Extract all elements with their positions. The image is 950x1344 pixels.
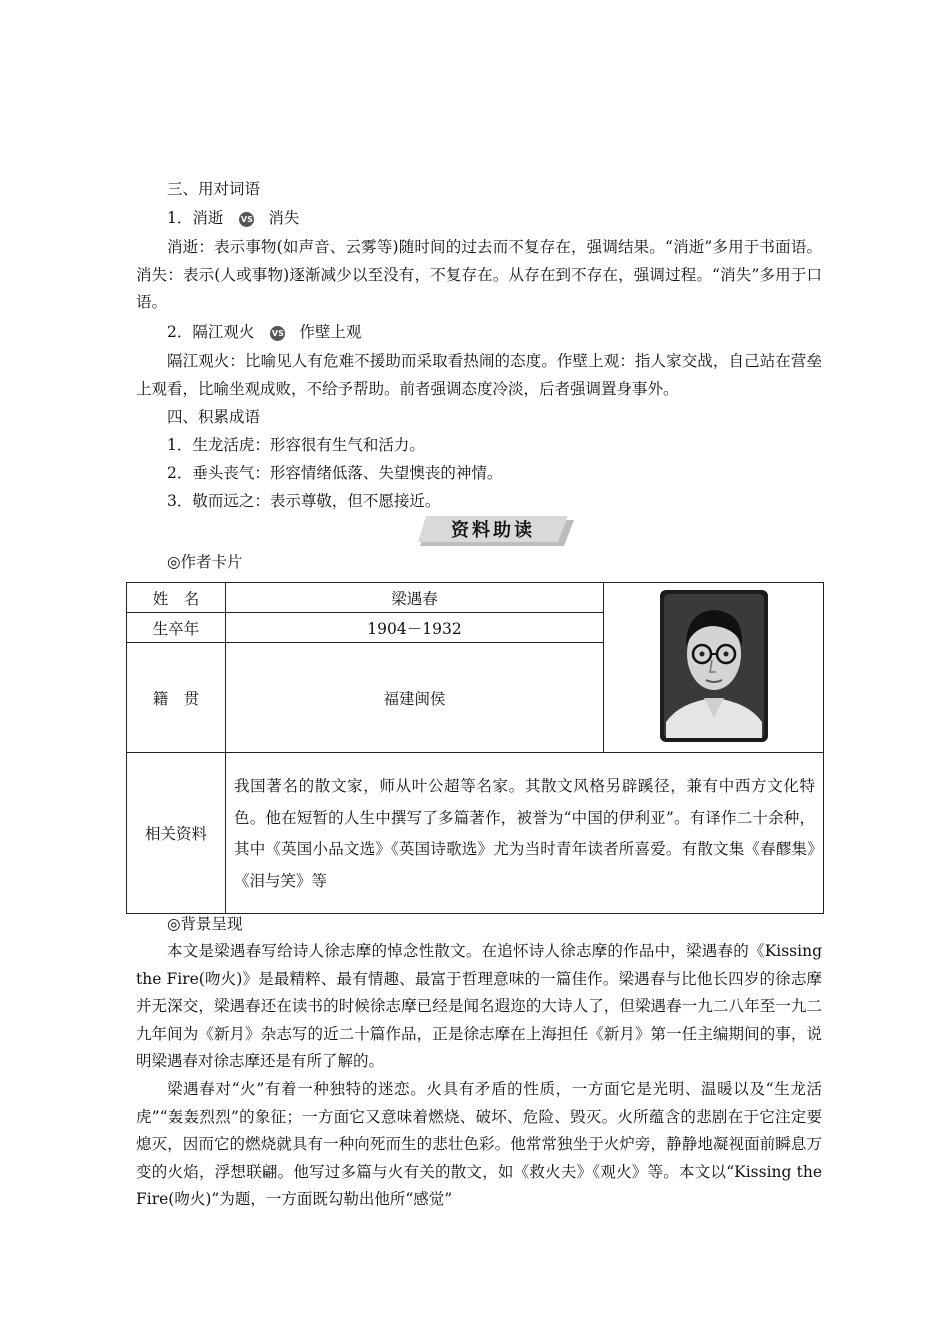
- background-heading: ◎背景呈现: [167, 915, 243, 933]
- years-label: 生卒年: [127, 613, 226, 643]
- idiom-item: 2．垂头丧气：形容情绪低落、失望懊丧的神情。: [167, 464, 503, 482]
- word-a: 1．消逝: [167, 209, 224, 227]
- word-pair-1-explanation: 消逝：表示事物(如声音、云雾等)随时间的过去而不复存在，强调结果。“消逝”多用于书面语。消失：表示(人或事物)逐渐减少以至没有，不复存在。从存在到不存在，强调过程。“消失”多用于口语。: [136, 238, 822, 311]
- word-b: 消失: [268, 209, 300, 227]
- origin-value: 福建闽侯: [226, 643, 604, 753]
- banner-title: 资料助读: [451, 520, 535, 541]
- section4-heading: 四、积累成语: [167, 408, 261, 426]
- section3-heading: 三、用对词语: [167, 180, 261, 198]
- author-photo-cell: [604, 583, 824, 753]
- author-card-heading: ◎作者卡片: [167, 553, 243, 571]
- reading-banner: [418, 516, 574, 546]
- background-paragraph-1: 本文是梁遇春写给诗人徐志摩的悼念性散文。在追怀诗人徐志摩的作品中，梁遇春的《Kissing the Fire(吻火)》是最精粹、最有情趣、最富于哲理意味的一篇佳作。梁遇春与比他长四岁的徐志摩并无深交，梁遇春还在读书的时候徐志摩已经是闻名遐迩的大诗人了，但梁遇春一九二八年至一九二九年间为《新月》杂志写的近二十篇作品，正是徐志摩在上海担任《新月》第一任主编期间的事，说明梁遇春对徐志摩还是有所了解的。: [136, 942, 822, 1070]
- author-portrait: [660, 590, 768, 742]
- name-label: 姓 名: [127, 583, 226, 613]
- years-value: 1904－1932: [226, 613, 604, 643]
- word-pair-1: [167, 208, 299, 228]
- origin-label: 籍 贯: [127, 643, 226, 753]
- background-paragraph-2: 梁遇春对“火”有着一种独特的迷恋。火具有矛盾的性质，一方面它是光明、温暖以及“生龙活虎”“轰轰烈烈”的象征；一方面它又意味着燃烧、破坏、危险、毁灭。火所蕴含的悲剧在于它注定要熄灭，因而它的燃烧就具有一种向死而生的悲壮色彩。他常常独坐于火炉旁，静静地凝视面前瞬息万变的火焰，浮想联翩。他写过多篇与火有关的散文，如《救火夫》《观火》等。本文以“Kissing the Fire(吻火)”为题，一方面既勾勒出他所“感觉”: [136, 1080, 822, 1208]
- word-a: 2．隔江观火: [167, 323, 255, 341]
- idiom-item: 3．敬而远之：表示尊敬，但不愿接近。: [167, 492, 441, 510]
- author-card-table: [126, 582, 824, 914]
- idiom-item: 1．生龙活虎：形容很有生气和活力。: [167, 436, 425, 454]
- word-pair-2-explanation: 隔江观火：比喻见人有危难不援助而采取看热闹的态度。作壁上观：指人家交战，自己站在营垒上观看，比喻坐观成败，不给予帮助。前者强调态度冷淡，后者强调置身事外。: [136, 352, 822, 398]
- info-value: 我国著名的散文家，师从叶公超等名家。其散文风格另辟蹊径，兼有中西方文化特色。他在短暂的人生中撰写了多篇著作，被誉为“中国的伊利亚”。有译作二十余种，其中《英国小品文选》《英国诗歌选》尤为当时青年读者所喜爱。有散文集《春醪集》《泪与笑》等: [226, 753, 824, 914]
- vs-icon: VS: [239, 212, 254, 227]
- info-label: 相关资料: [127, 753, 226, 914]
- word-b: 作壁上观: [299, 323, 362, 341]
- word-pair-2: [167, 322, 361, 342]
- name-value: 梁遇春: [226, 583, 604, 613]
- vs-icon: VS: [270, 326, 285, 341]
